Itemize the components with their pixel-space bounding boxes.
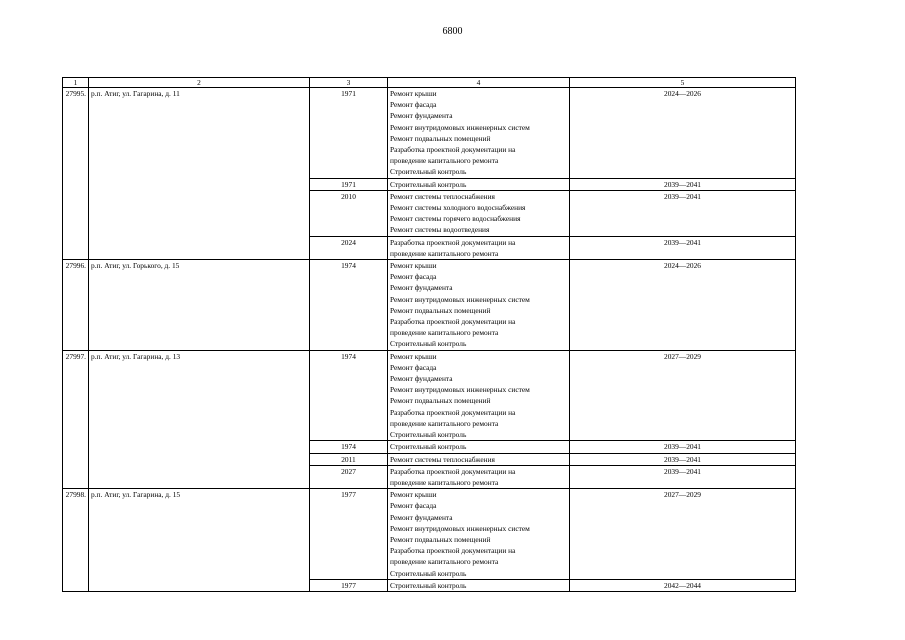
year-cell: 2011 [310, 453, 388, 465]
building-number-cell [63, 441, 89, 453]
address-cell [89, 579, 310, 591]
address-cell [89, 178, 310, 190]
works-cell [388, 465, 570, 488]
address-cell [89, 236, 310, 259]
table-row [63, 88, 796, 179]
building-number-cell: 27997. [63, 350, 89, 441]
work-item: Ремонт внутридомовых инженерных систем [390, 385, 530, 395]
works-cell [388, 236, 570, 259]
building-number-cell [63, 465, 89, 488]
table-body [63, 78, 796, 592]
work-item: Разработка проектной документации на [390, 407, 516, 417]
work-item: Ремонт фасада [390, 100, 437, 110]
column-number-cell: 5 [570, 78, 796, 88]
work-item: проведение капитального ремонта [390, 248, 499, 258]
work-item: Строительный контроль [390, 167, 467, 177]
work-item: Строительный контроль [390, 442, 467, 452]
table-row [63, 465, 796, 488]
building-number-cell: 27996. [63, 260, 89, 351]
work-item: Ремонт подвальных помещений [390, 133, 491, 143]
year-cell: 1974 [310, 260, 388, 351]
period-cell: 2039—2041 [570, 465, 796, 488]
address-cell [89, 465, 310, 488]
works-cell [388, 441, 570, 453]
repair-schedule-table [62, 77, 796, 592]
page-number: 6800 [442, 26, 463, 37]
year-cell: 1977 [310, 579, 388, 591]
works-cell [388, 489, 570, 580]
table-row [63, 178, 796, 190]
work-item: Ремонт системы холодного водоснабжения [390, 203, 526, 213]
work-item: Ремонт крыши [390, 89, 437, 98]
work-item: Ремонт крыши [390, 261, 437, 271]
works-cell [388, 190, 570, 236]
work-item: Ремонт фундамента [390, 512, 453, 522]
work-item: Разработка проектной документации на [390, 145, 516, 155]
work-item: проведение капитального ремонта [390, 156, 499, 166]
work-item: Ремонт фундамента [390, 374, 453, 384]
work-item: Ремонт подвальных помещений [390, 534, 491, 544]
address-cell [89, 453, 310, 465]
year-cell: 1974 [310, 350, 388, 441]
year-cell: 1977 [310, 489, 388, 580]
period-cell: 2024—2026 [570, 260, 796, 351]
year-cell: 2027 [310, 465, 388, 488]
period-cell: 2039—2041 [570, 190, 796, 236]
address-cell [89, 441, 310, 453]
period-cell: 2039—2041 [570, 178, 796, 190]
work-item: Разработка проектной документации на [390, 237, 516, 247]
building-number-cell [63, 190, 89, 236]
building-number-cell [63, 579, 89, 591]
work-item: проведение капитального ремонта [390, 557, 499, 567]
table-row [63, 350, 796, 441]
table-row [63, 190, 796, 236]
year-cell: 1974 [310, 441, 388, 453]
works-cell [388, 350, 570, 441]
work-item: Строительный контроль [390, 430, 467, 440]
works-cell [388, 88, 570, 179]
address-cell: р.п. Атиг, ул. Гагарина, д. 15 [89, 489, 310, 580]
work-item: Ремонт фасада [390, 501, 437, 511]
address-cell: р.п. Атиг, ул. Гагарина, д. 11 [89, 88, 310, 179]
work-item: Ремонт крыши [390, 490, 437, 500]
work-item: Строительный контроль [390, 580, 467, 590]
work-item: Ремонт фасада [390, 272, 437, 282]
column-number-cell: 2 [89, 78, 310, 88]
work-item: Ремонт системы водоотведения [390, 225, 490, 235]
work-item: проведение капитального ремонта [390, 328, 499, 338]
address-cell: р.п. Атиг, ул. Гагарина, д. 13 [89, 350, 310, 441]
work-item: Ремонт внутридомовых инженерных систем [390, 122, 530, 132]
works-cell [388, 178, 570, 190]
period-cell: 2039—2041 [570, 236, 796, 259]
work-item: Ремонт системы теплоснабжения [390, 454, 495, 464]
address-cell: р.п. Атиг, ул. Горького, д. 15 [89, 260, 310, 351]
year-cell: 1971 [310, 88, 388, 179]
address-cell [89, 190, 310, 236]
works-cell [388, 453, 570, 465]
period-cell: 2039—2041 [570, 453, 796, 465]
work-item: проведение капитального ремонта [390, 418, 499, 428]
building-number-cell [63, 453, 89, 465]
work-item: Строительный контроль [390, 179, 467, 189]
work-item: Строительный контроль [390, 568, 467, 578]
year-cell: 2024 [310, 236, 388, 259]
period-cell: 2024—2026 [570, 88, 796, 179]
works-cell [388, 579, 570, 591]
work-item: Разработка проектной документации на [390, 546, 516, 556]
year-cell: 1971 [310, 178, 388, 190]
table-row [63, 489, 796, 580]
year-cell: 2010 [310, 190, 388, 236]
column-number-row [63, 78, 796, 88]
period-cell: 2027—2029 [570, 350, 796, 441]
period-cell: 2039—2041 [570, 441, 796, 453]
building-number-cell [63, 236, 89, 259]
works-cell [388, 260, 570, 351]
work-item: Ремонт подвальных помещений [390, 396, 491, 406]
work-item: Ремонт крыши [390, 351, 437, 361]
column-number-cell: 3 [310, 78, 388, 88]
period-cell: 2042—2044 [570, 579, 796, 591]
work-item: Разработка проектной документации на [390, 317, 516, 327]
column-number-cell: 1 [63, 78, 89, 88]
work-item: Ремонт фундамента [390, 283, 453, 293]
work-item: Ремонт фундамента [390, 111, 453, 121]
work-item: Строительный контроль [390, 339, 467, 349]
work-item: Ремонт подвальных помещений [390, 305, 491, 315]
work-item: Ремонт внутридомовых инженерных систем [390, 294, 530, 304]
column-number-cell: 4 [388, 78, 570, 88]
work-item: проведение капитального ремонта [390, 477, 499, 487]
table-row [63, 579, 796, 591]
building-number-cell: 27995. [63, 88, 89, 179]
work-item: Ремонт системы теплоснабжения [390, 191, 495, 201]
work-item: Ремонт фасада [390, 362, 437, 372]
work-item: Ремонт внутридомовых инженерных систем [390, 523, 530, 533]
work-item: Разработка проектной документации на [390, 466, 516, 476]
period-cell: 2027—2029 [570, 489, 796, 580]
table-row [63, 236, 796, 259]
table-row [63, 260, 796, 351]
table-row [63, 453, 796, 465]
building-number-cell: 27998. [63, 489, 89, 580]
building-number-cell [63, 178, 89, 190]
table-row [63, 441, 796, 453]
work-item: Ремонт системы горячего водоснабжения [390, 214, 521, 224]
